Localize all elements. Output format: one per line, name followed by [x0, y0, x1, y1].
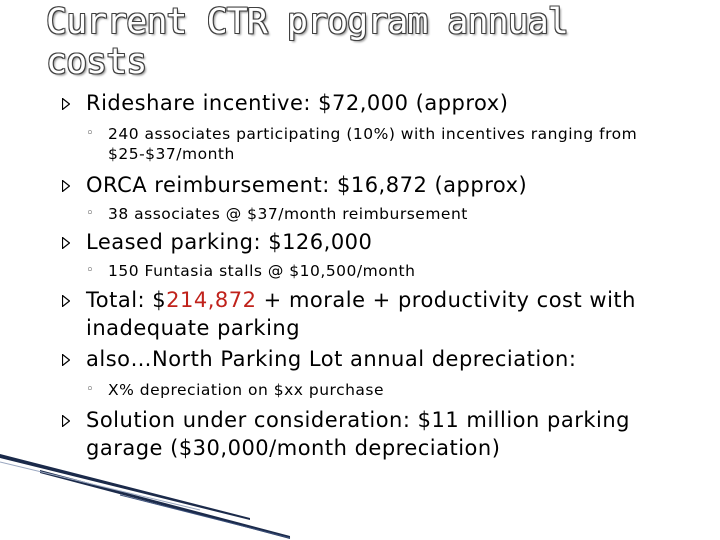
sub-bullet-north-parking: X% depreciation on $xx purchase: [108, 381, 385, 399]
bullet-solution: Solution under consideration: $11 million parking garage ($30,000/month depreciation): [86, 408, 630, 460]
bullet-north-parking: also…North Parking Lot annual depreciation:: [86, 347, 577, 371]
sub-bullet-marker: ◦: [86, 382, 94, 397]
bullet-total: [86, 286, 686, 342]
bullet-orca: ORCA reimbursement: $16,872 (approx): [86, 173, 528, 197]
triangle-right-icon: [62, 354, 70, 366]
total-prefix: Total: $: [86, 288, 167, 312]
sub-bullet-marker: ◦: [86, 263, 94, 278]
triangle-right-icon: [62, 237, 70, 249]
sub-bullet-rideshare: 240 associates participating (10%) with incentives ranging from $25-$37/month: [108, 125, 638, 163]
sub-bullet-marker: ◦: [86, 206, 94, 221]
sub-bullet-orca: 38 associates @ $37/month reimbursement: [108, 205, 468, 223]
total-amount: 214,872: [166, 288, 257, 312]
decorative-swoosh: [0, 440, 720, 540]
bullet-rideshare: Rideshare incentive: $72,000 (approx): [86, 91, 509, 115]
triangle-right-icon: [62, 415, 70, 427]
total-suffix: + morale + productivity cost with inadequate parking: [86, 288, 636, 340]
triangle-right-icon: [62, 295, 70, 307]
sub-bullet-marker: ◦: [86, 126, 94, 141]
triangle-right-icon: [62, 98, 70, 110]
triangle-right-icon: [62, 180, 70, 192]
sub-bullet-leased-parking: 150 Funtasia stalls @ $10,500/month: [108, 262, 416, 280]
slide-title: Current CTR program annual costs: [46, 2, 568, 82]
bullet-leased-parking: Leased parking: $126,000: [86, 230, 373, 254]
